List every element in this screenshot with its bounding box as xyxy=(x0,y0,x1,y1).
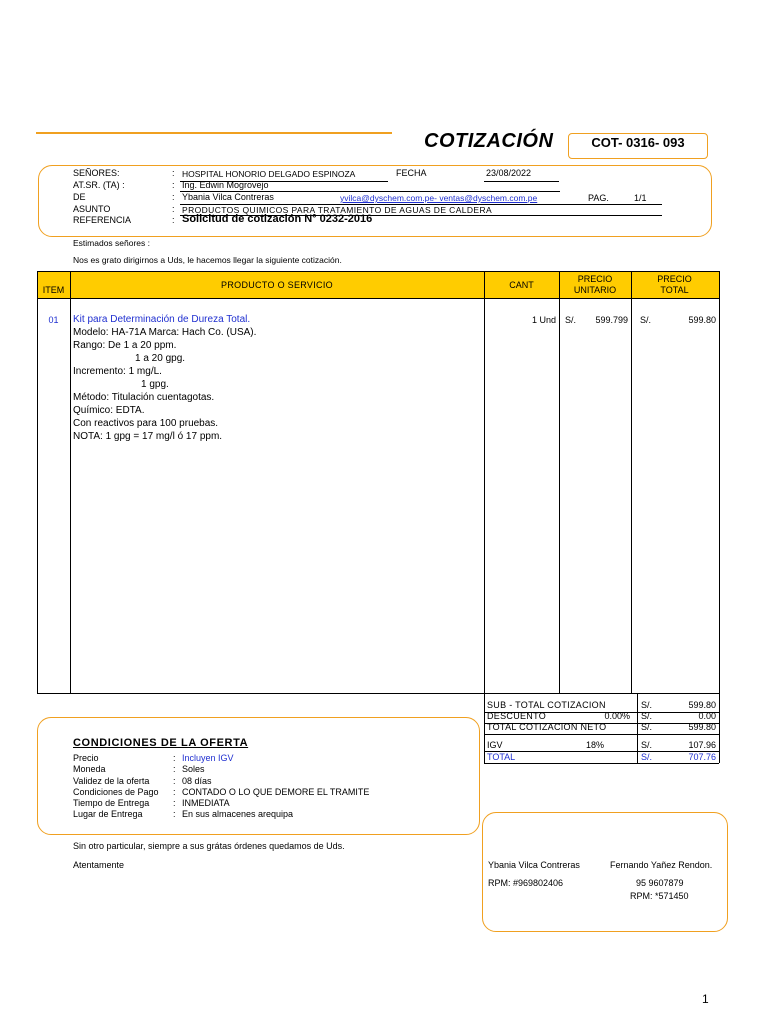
pag-label: PAG. xyxy=(588,193,609,203)
col-divider-product xyxy=(484,272,485,694)
subtotal-value: 599.80 xyxy=(688,700,716,710)
item-unit-currency: S/. xyxy=(565,315,577,325)
asunto-colon: : xyxy=(172,204,175,214)
condition-colon: : xyxy=(173,798,176,808)
condition-value: INMEDIATA xyxy=(182,798,230,808)
descuento-label: DESCUENTO xyxy=(487,711,547,721)
atsr-label: AT.SR. (TA) : xyxy=(73,180,125,190)
intro-text: Nos es grato dirigirnos a Uds, le hacemos llegar la siguiente cotización. xyxy=(73,255,342,265)
signature-name-1: Ybania Vilca Contreras xyxy=(488,860,580,870)
asunto-label: ASUNTO xyxy=(73,204,111,214)
condition-label: Lugar de Entrega xyxy=(73,809,143,819)
condition-label: Moneda xyxy=(73,764,106,774)
col-divider-item xyxy=(70,272,71,694)
referencia-colon: : xyxy=(172,215,175,225)
item-name: Kit para Determinación de Dureza Total. xyxy=(73,314,251,325)
quote-number: COT- 0316- 093 xyxy=(591,135,685,150)
atsr-value: Ing. Edwin Mogrovejo xyxy=(182,180,269,190)
closing-text: Sin otro particular, siempre a sus grátas órdenes quedamos de Uds. xyxy=(73,841,345,851)
item-line: NOTA: 1 gpg = 17 mg/l ó 17 ppm. xyxy=(73,431,223,442)
page-number: 1 xyxy=(702,992,709,1006)
senores-label: SEÑORES: xyxy=(73,168,120,178)
total-currency: S/. xyxy=(641,752,653,762)
de-colon: : xyxy=(172,192,175,202)
subtotal-currency: S/. xyxy=(641,700,653,710)
condition-label: Validez de la oferta xyxy=(73,776,150,786)
item-total-price: 599.80 xyxy=(688,315,716,325)
item-line: Químico: EDTA. xyxy=(73,405,145,416)
page-title: COTIZACIÓN xyxy=(424,130,554,152)
item-total-currency: S/. xyxy=(640,315,652,325)
senores-colon: : xyxy=(172,168,175,178)
condition-colon: : xyxy=(173,764,176,774)
condition-colon: : xyxy=(173,776,176,786)
signature-phone-2: 95 9607879 xyxy=(636,878,684,888)
greeting: Estimados señores : xyxy=(73,238,151,248)
neto-currency: S/. xyxy=(641,722,653,732)
senores-value: HOSPITAL HONORIO DELGADO ESPINOZA xyxy=(182,169,356,179)
total-label: TOTAL xyxy=(487,752,516,762)
item-number: 01 xyxy=(48,315,59,325)
condition-colon: : xyxy=(173,753,176,763)
item-line: Método: Titulación cuentagotas. xyxy=(73,392,215,403)
col-header-total-2: TOTAL xyxy=(660,285,689,295)
item-line: Incremento: 1 mg/L. xyxy=(73,366,162,377)
item-unit-price: 599.799 xyxy=(595,315,628,325)
condition-label: Precio xyxy=(73,753,99,763)
top-rule xyxy=(36,132,392,134)
atsr-colon: : xyxy=(172,180,175,190)
asunto-value: PRODUCTOS QUIMICOS PARA TRATAMIENTO DE AGUAS DE CALDERA xyxy=(182,205,493,215)
col-header-unit-2: UNITARIO xyxy=(573,285,617,295)
fecha-label: FECHA xyxy=(396,168,427,178)
condition-label: Tiempo de Entrega xyxy=(73,798,150,808)
total-value: 707.76 xyxy=(688,752,716,762)
subtotal-label: SUB - TOTAL COTIZACION xyxy=(487,700,606,710)
referencia-value: Solicitud de cotización N° 0232-2016 xyxy=(182,213,373,225)
igv-pct: 18% xyxy=(585,740,604,750)
descuento-currency: S/. xyxy=(641,711,653,721)
descuento-value: 0.00 xyxy=(698,711,716,721)
signature-box xyxy=(482,812,728,932)
condition-value: En sus almacenes arequipa xyxy=(182,809,294,819)
igv-currency: S/. xyxy=(641,740,653,750)
neto-label: TOTAL COTIZACION NETO xyxy=(487,722,607,732)
de-label: DE xyxy=(73,192,86,202)
neto-value: 599.80 xyxy=(688,722,716,732)
item-line: Modelo: HA-71A Marca: Hach Co. (USA). xyxy=(73,327,257,338)
col-header-total-1: PRECIO xyxy=(657,274,692,284)
totals-line xyxy=(484,734,719,735)
condition-colon: : xyxy=(173,809,176,819)
condition-colon: : xyxy=(173,787,176,797)
signature-rpm-1: RPM: #969802406 xyxy=(488,878,564,888)
pag-value: 1/1 xyxy=(634,193,647,203)
col-header-unit-1: PRECIO xyxy=(577,274,613,284)
col-divider-cant xyxy=(559,272,560,694)
item-line: 1 gpg. xyxy=(141,379,169,390)
de-email-link[interactable]: yvilca@dyschem.com.pe- ventas@dyschem.com.pe xyxy=(340,193,538,203)
condition-value: Soles xyxy=(182,764,205,774)
col-header-product: PRODUCTO O SERVICIO xyxy=(221,280,333,290)
item-line: Rango: De 1 a 20 ppm. xyxy=(73,340,177,351)
col-header-cant: CANT xyxy=(509,280,534,290)
fecha-value: 23/08/2022 xyxy=(486,168,532,178)
item-line: 1 a 20 gpg. xyxy=(135,353,186,364)
totals-line xyxy=(484,763,719,764)
col-header-item: ITEM xyxy=(42,285,65,295)
signature-name-2: Fernando Yañez Rendon. xyxy=(610,860,713,870)
col-divider-unit xyxy=(631,272,632,694)
condition-value: Incluyen IGV xyxy=(182,753,234,763)
condition-value: 08 días xyxy=(182,776,212,786)
atentamente-text: Atentamente xyxy=(73,860,125,870)
item-line: Con reactivos para 100 pruebas. xyxy=(73,418,219,429)
igv-value: 107.96 xyxy=(688,740,716,750)
descuento-pct: 0.00% xyxy=(604,711,630,721)
condition-label: Condiciones de Pago xyxy=(73,787,159,797)
condition-value: CONTADO O LO QUE DEMORE EL TRAMITE xyxy=(182,787,370,797)
totals-divider-cur xyxy=(637,694,638,764)
fecha-underline xyxy=(484,181,559,182)
de-value: Ybania Vilca Contreras xyxy=(182,192,274,202)
signature-rpm-2: RPM: *571450 xyxy=(630,891,689,901)
referencia-label: REFERENCIA xyxy=(73,215,132,225)
igv-label: IGV xyxy=(487,740,503,750)
conditions-title: CONDICIONES DE LA OFERTA xyxy=(73,737,249,749)
item-cant: 1 Und xyxy=(531,315,556,325)
